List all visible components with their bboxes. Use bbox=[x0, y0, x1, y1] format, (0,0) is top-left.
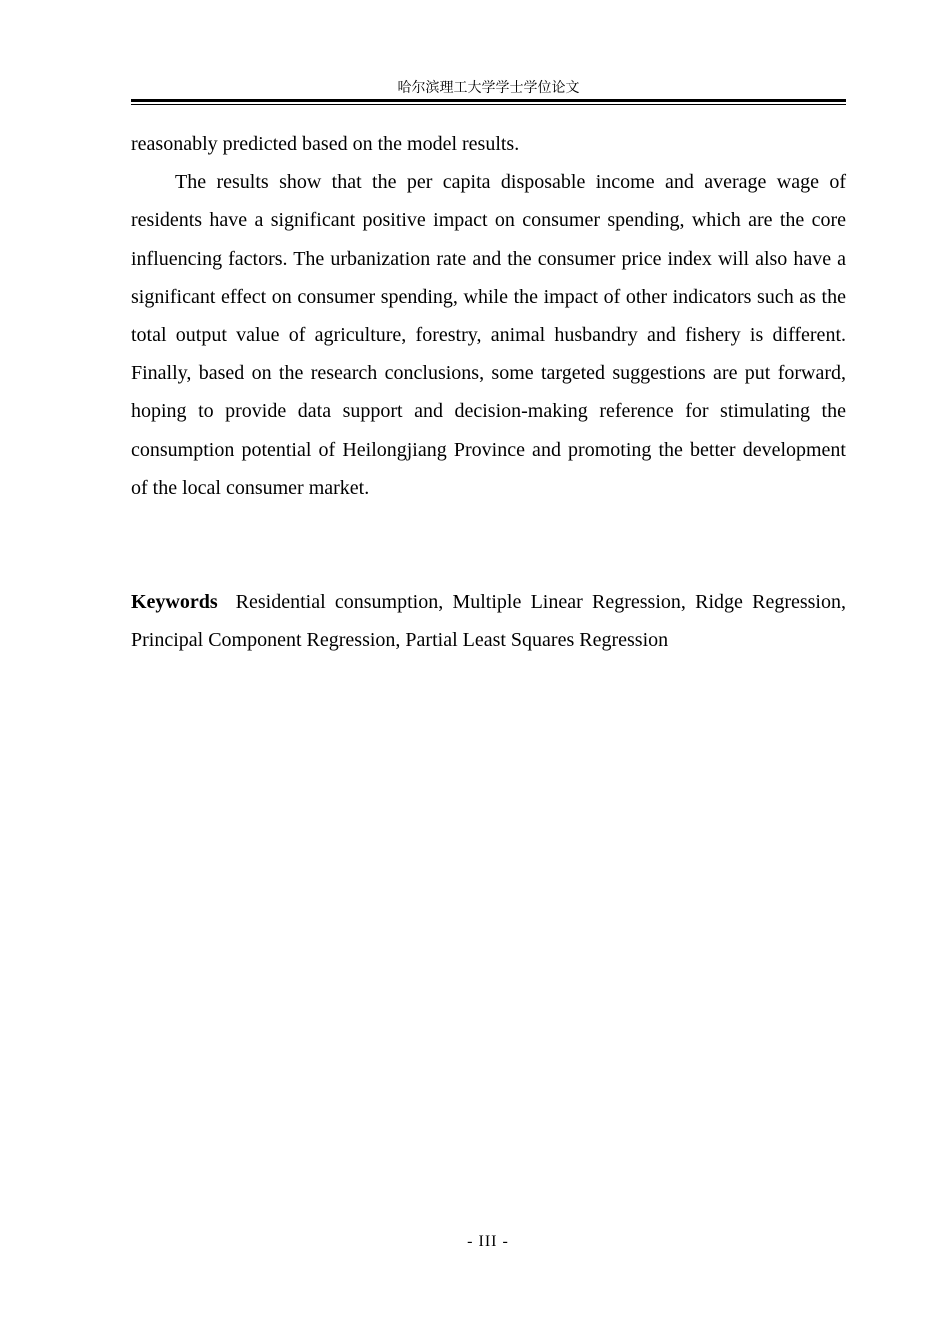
keywords-label: Keywords bbox=[131, 591, 218, 613]
header-rule-thin bbox=[131, 104, 846, 105]
abstract-body bbox=[131, 125, 846, 507]
paragraph-results: The results show that the per capita disposable income and average wage of residents have a significant positive impact on consumer spending, which are the core influencing factors. The urbanization rate and the consumer price index will also have a significant effect on consumer spending, while the impact of other indicators such as the total output value of agriculture, forestry, animal husbandry and fishery is different. Finally, based on the research conclusions, some targeted suggestions are put forward, hoping to provide data support and decision-making reference for stimulating the consumption potential of Heilongjiang Province and promoting the better development of the local consumer market. bbox=[131, 171, 846, 499]
page-number: - III - bbox=[467, 1233, 509, 1250]
page-header-title: 哈尔滨理工大学学士学位论文 bbox=[397, 80, 580, 96]
keywords-line bbox=[131, 583, 846, 659]
paragraph-continuation: reasonably predicted based on the model results. bbox=[131, 133, 520, 155]
header-rule-thick bbox=[131, 99, 846, 102]
keywords-text: Residential consumption, Multiple Linear Regression, Ridge Regression, Principal Component Regression, Partial Least Squares Regression bbox=[131, 591, 846, 652]
